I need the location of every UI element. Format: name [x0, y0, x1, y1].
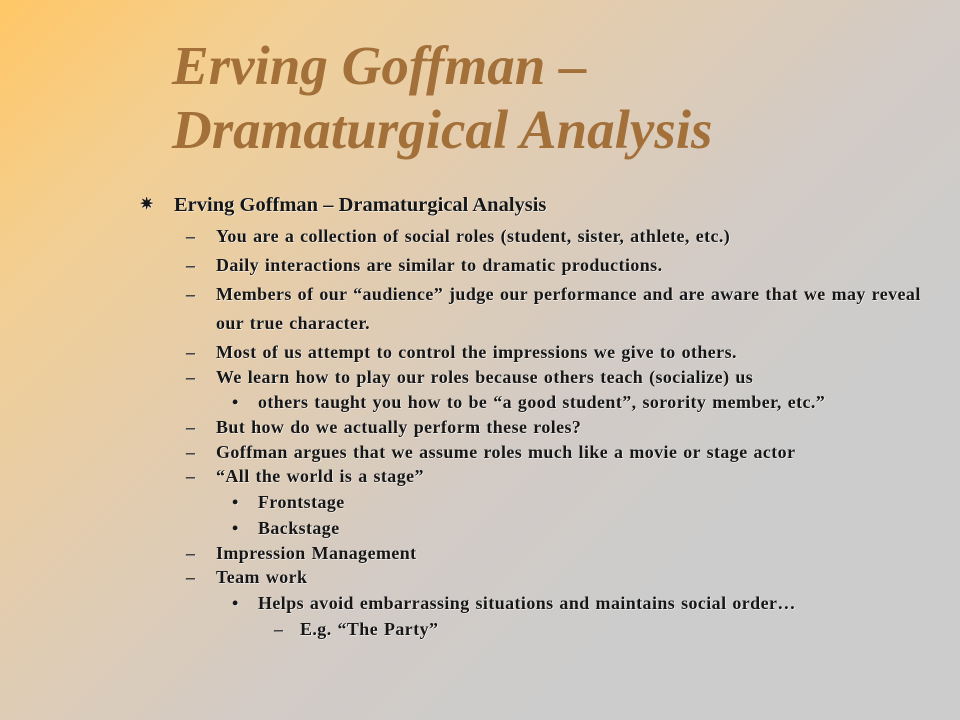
- sub-list-item-text: others taught you how to be “a good student”, sorority member, etc.”: [258, 392, 826, 412]
- dot-bullet-icon: •: [232, 491, 239, 512]
- dash-bullet-icon: –: [186, 342, 196, 362]
- list-item: [140, 251, 940, 280]
- list-item: [140, 222, 940, 251]
- dash-bullet-icon: –: [186, 466, 196, 486]
- dash-bullet-icon: –: [186, 366, 196, 387]
- list-item: [140, 365, 940, 390]
- title-line-2: Dramaturgical Analysis: [172, 99, 713, 160]
- list-item: [140, 280, 940, 338]
- sub-list-item-text: Backstage: [258, 517, 340, 538]
- sub-sub-list-item: [140, 616, 940, 642]
- list-item-text: Team work: [216, 567, 308, 587]
- dash-bullet-icon: –: [186, 226, 196, 246]
- sub-list-item: [140, 389, 940, 415]
- list-item-text: You are a collection of social roles (student, sister, athlete, etc.): [216, 226, 731, 246]
- sub-list-item: [140, 515, 940, 541]
- dash-bullet-icon: –: [186, 441, 196, 462]
- sub-sub-list-item-text: E.g. “The Party”: [300, 618, 439, 639]
- bullet-heading-text: Erving Goffman – Dramaturgical Analysis: [174, 194, 547, 216]
- dot-bullet-icon: •: [232, 517, 239, 538]
- list-item-text: “All the world is a stage”: [216, 466, 424, 486]
- dash-bullet-icon: –: [274, 618, 284, 639]
- list-item-text: Most of us attempt to control the impressions we give to others.: [216, 342, 737, 362]
- list-item: [140, 415, 940, 440]
- sub-list-item: [140, 489, 940, 515]
- list-item: [140, 565, 940, 590]
- list-item: [140, 340, 940, 365]
- list-item: [140, 464, 940, 489]
- dot-bullet-icon: •: [232, 392, 239, 412]
- sub-list-item-text: Helps avoid embarrassing situations and maintains social order…: [258, 592, 796, 613]
- dash-bullet-icon: –: [186, 567, 196, 587]
- slide-body: [140, 192, 940, 642]
- list-item-text: We learn how to play our roles because others teach (socialize) us: [216, 366, 754, 387]
- sub-list-item-text: Frontstage: [258, 491, 345, 512]
- bullet-heading: [140, 192, 940, 218]
- dash-bullet-icon: –: [186, 542, 196, 563]
- star-bullet-icon: ✷: [140, 196, 154, 213]
- title-line-1: Erving Goffman –: [172, 35, 587, 96]
- list-item: [140, 440, 940, 465]
- dash-bullet-icon: –: [186, 417, 196, 437]
- list-item-text: But how do we actually perform these roles?: [216, 417, 582, 437]
- list-item-text: Members of our “audience” judge our performance and are aware that we may reveal our true character.: [216, 284, 921, 333]
- slide-title: [172, 34, 932, 162]
- dash-bullet-icon: –: [186, 284, 196, 304]
- list-item-text: Impression Management: [216, 542, 417, 563]
- sub-list-item: [140, 590, 940, 616]
- list-item-text: Goffman argues that we assume roles much like a movie or stage actor: [216, 441, 796, 462]
- list-item: [140, 541, 940, 566]
- list-item-text: Daily interactions are similar to dramatic productions.: [216, 255, 663, 275]
- dot-bullet-icon: •: [232, 592, 239, 613]
- dash-bullet-icon: –: [186, 255, 196, 275]
